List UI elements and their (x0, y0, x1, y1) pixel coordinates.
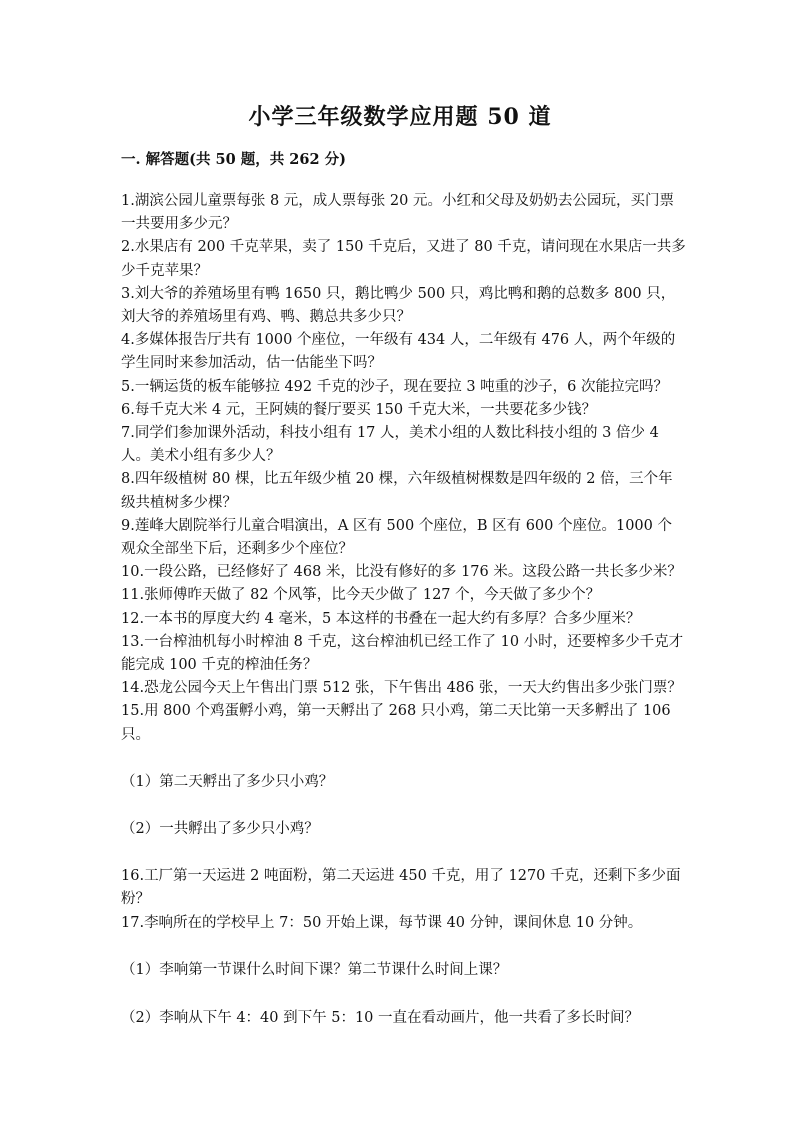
question-17: 17.李响所在的学校早上 7：50 开始上课，每节课 40 分钟，课间休息 10 分钟。 (121, 914, 643, 931)
question-8: 8.四年级植树 80 棵，比五年级少植 20 棵，六年级植树棵数是四年级的 2 倍，三个年级共植树多少棵？ (121, 471, 673, 511)
question-16: 16.工厂第一天运进 2 吨面粉，第二天运进 450 千克，用了 1270 千克，还剩下多少面粉？ (121, 868, 681, 908)
question-15-sub-2: （2）一共孵出了多少只小鸡？ (121, 821, 319, 838)
question-15-sub-1: （1）第二天孵出了多少只小鸡？ (121, 773, 334, 790)
question-13: 13.一台榨油机每小时榨油 8 千克，这台榨油机已经工作了 10 小时，还要榨多少千克才能完成 100 千克的榨油任务？ (121, 633, 684, 674)
section-heading: 一. 解答题(共 50 题，共 262 分) (121, 151, 346, 168)
question-3: 3.刘大爷的养殖场里有鸭 1650 只，鹅比鸭少 500 只，鸡比鸭和鹅的总数多 800 只，刘大爷的养殖场里有鸡、鸭、鹅总共多少只？ (121, 285, 676, 326)
question-6: 6.每千克大米 4 元，王阿姨的餐厅要买 150 千克大米，一共要花多少钱？ (121, 401, 597, 418)
question-11: 11.张师傅昨天做了 82 个风筝，比今天少做了 127 个，今天做了多少个？ (121, 587, 601, 604)
question-list (121, 190, 686, 1030)
question-17-sub-1: （1）李响第一节课什么时间下课？第二节课什么时间上课？ (121, 961, 508, 978)
question-2: 2.水果店有 200 千克苹果，卖了 150 千克后，又进了 80 千克，请问现在水果店一共多少千克苹果？ (121, 239, 686, 279)
question-5: 5.一辆运货的板车能够拉 492 千克的沙子，现在要拉 3 吨重的沙子，6 次能拉完吗？ (121, 378, 669, 395)
question-14: 14.恐龙公园今天上午售出门票 512 张，下午售出 486 张，一天大约售出多少张门票？ (121, 680, 682, 697)
question-1: 1.湖滨公园儿童票每张 8 元，成人票每张 20 元。小红和父母及奶奶去公园玩，买门票一共要用多少元？ (121, 193, 674, 233)
question-4: 4.多媒体报告厅共有 1000 个座位，一年级有 434 人，二年级有 476 人，两个年级的学生同时来参加活动，估一估能坐下吗？ (121, 332, 676, 372)
question-10: 10.一段公路，已经修好了 468 米，比没有修好的多 176 米。这段公路一共长多少米？ (121, 564, 682, 581)
question-7: 7.同学们参加课外活动，科技小组有 17 人，美术小组的人数比科技小组的 3 倍少 4 人。美术小组有多少人？ (121, 425, 659, 465)
question-17-sub-2: （2）李响从下午 4：40 到下午 5：10 一直在看动画片，他一共看了多长时间？ (121, 1010, 640, 1027)
question-9: 9.莲峰大剧院举行儿童合唱演出，A 区有 500 个座位，B 区有 600 个座位。1000 个观众全部坐下后，还剩多少个座位？ (121, 517, 672, 558)
question-15: 15.用 800 个鸡蛋孵小鸡，第一天孵出了 268 只小鸡，第二天比第一天多孵出了 106 只。 (121, 703, 671, 743)
question-12: 12.一本书的厚度大约 4 毫米，5 本这样的书叠在一起大约有多厚？合多少厘米？ (121, 610, 641, 627)
page-title: 小学三年级数学应用题 50 道 (248, 104, 552, 130)
